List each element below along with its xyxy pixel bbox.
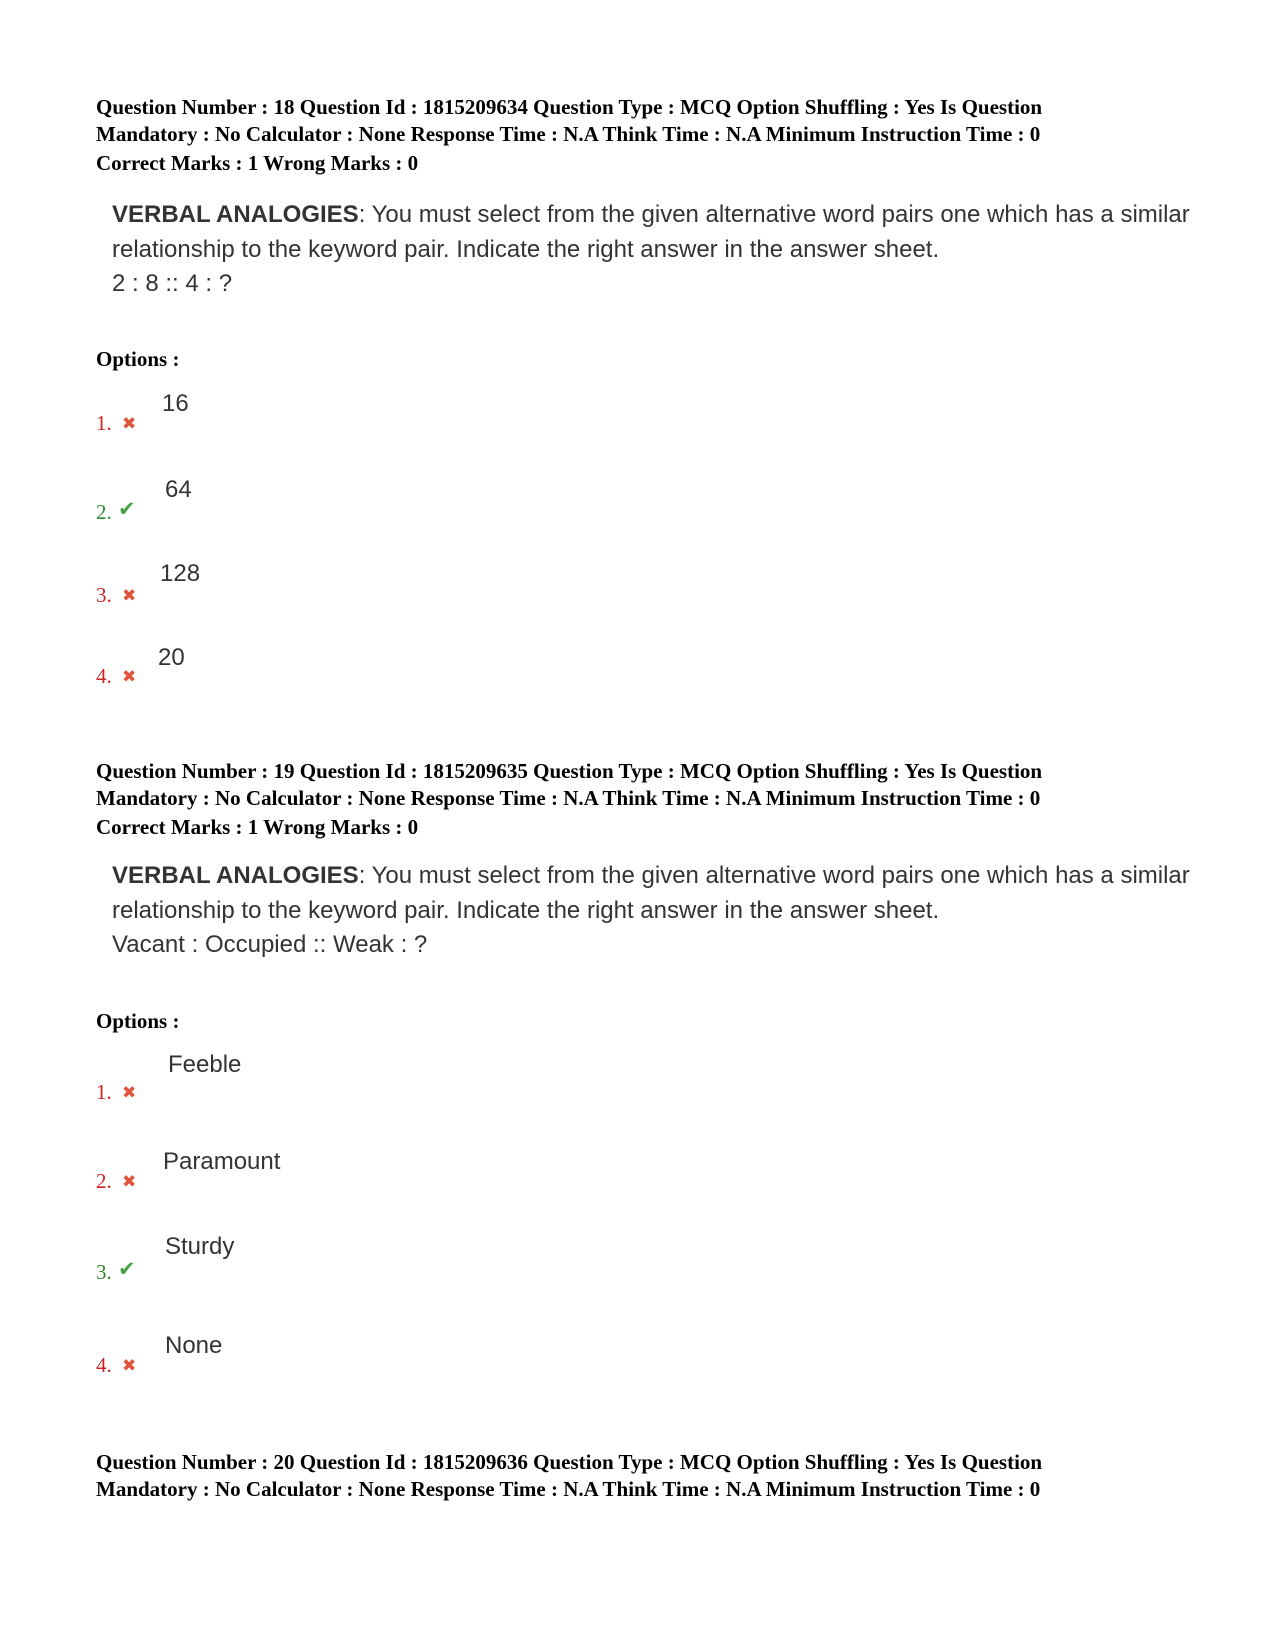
option-text: 128 bbox=[160, 560, 201, 587]
cross-icon: ✖ bbox=[122, 414, 137, 434]
question-expression: Vacant : Occupied :: Weak : ? bbox=[112, 931, 428, 958]
option-text: 16 bbox=[162, 390, 189, 417]
option-number: 4. bbox=[96, 664, 112, 688]
check-icon: ✔ bbox=[118, 1257, 136, 1281]
cross-icon: ✖ bbox=[122, 1083, 137, 1103]
option-number: 2. bbox=[96, 500, 112, 524]
question-meta-line: Mandatory : No Calculator : None Response Time : N.A Think Time : N.A Minimum Instruction Time : 0 bbox=[96, 1477, 1041, 1501]
question-20-meta bbox=[96, 1449, 1176, 1503]
question-meta-line: Question Number : 19 Question Id : 1815209635 Question Type : MCQ Option Shuffling : Yes Is Question bbox=[96, 759, 1043, 783]
option-number: 1. bbox=[96, 1080, 112, 1104]
option-number: 2. bbox=[96, 1169, 112, 1193]
question-instruction: : You must select from the given alternative word pairs one which has a similar relationship to the keyword pair. Indicate the right answer in the answer sheet. bbox=[112, 862, 1190, 924]
option-number: 1. bbox=[96, 411, 112, 435]
option-number: 3. bbox=[96, 583, 112, 607]
question-18-text bbox=[112, 198, 1192, 302]
question-19-meta bbox=[96, 758, 1176, 812]
question-lead: VERBAL ANALOGIES bbox=[112, 201, 359, 228]
option-number: 4. bbox=[96, 1353, 112, 1377]
options-label: Options : bbox=[96, 347, 180, 371]
cross-icon: ✖ bbox=[122, 1172, 137, 1192]
question-meta-line: Mandatory : No Calculator : None Response Time : N.A Think Time : N.A Minimum Instruction Time : 0 bbox=[96, 122, 1041, 146]
question-expression: 2 : 8 :: 4 : ? bbox=[112, 270, 233, 297]
option-number: 3. bbox=[96, 1260, 112, 1284]
cross-icon: ✖ bbox=[122, 667, 137, 687]
question-19-text bbox=[112, 859, 1192, 963]
option-text: 64 bbox=[165, 476, 192, 503]
cross-icon: ✖ bbox=[122, 1356, 137, 1376]
question-19-marks: Correct Marks : 1 Wrong Marks : 0 bbox=[96, 815, 419, 839]
options-label: Options : bbox=[96, 1009, 180, 1033]
question-instruction: : You must select from the given alternative word pairs one which has a similar relationship to the keyword pair. Indicate the right answer in the answer sheet. bbox=[112, 201, 1190, 263]
question-meta-line: Question Number : 18 Question Id : 1815209634 Question Type : MCQ Option Shuffling : Yes Is Question bbox=[96, 95, 1043, 119]
question-meta-line: Mandatory : No Calculator : None Response Time : N.A Think Time : N.A Minimum Instruction Time : 0 bbox=[96, 786, 1041, 810]
option-text: Feeble bbox=[168, 1051, 242, 1078]
question-18-meta bbox=[96, 94, 1176, 148]
cross-icon: ✖ bbox=[122, 586, 137, 606]
question-meta-line: Question Number : 20 Question Id : 1815209636 Question Type : MCQ Option Shuffling : Yes Is Question bbox=[96, 1450, 1043, 1474]
check-icon: ✔ bbox=[118, 497, 136, 521]
option-text: None bbox=[165, 1332, 223, 1359]
option-text: Paramount bbox=[163, 1148, 281, 1175]
question-18-marks: Correct Marks : 1 Wrong Marks : 0 bbox=[96, 151, 419, 175]
option-text: Sturdy bbox=[165, 1233, 235, 1260]
option-text: 20 bbox=[158, 644, 185, 671]
question-lead: VERBAL ANALOGIES bbox=[112, 862, 359, 889]
